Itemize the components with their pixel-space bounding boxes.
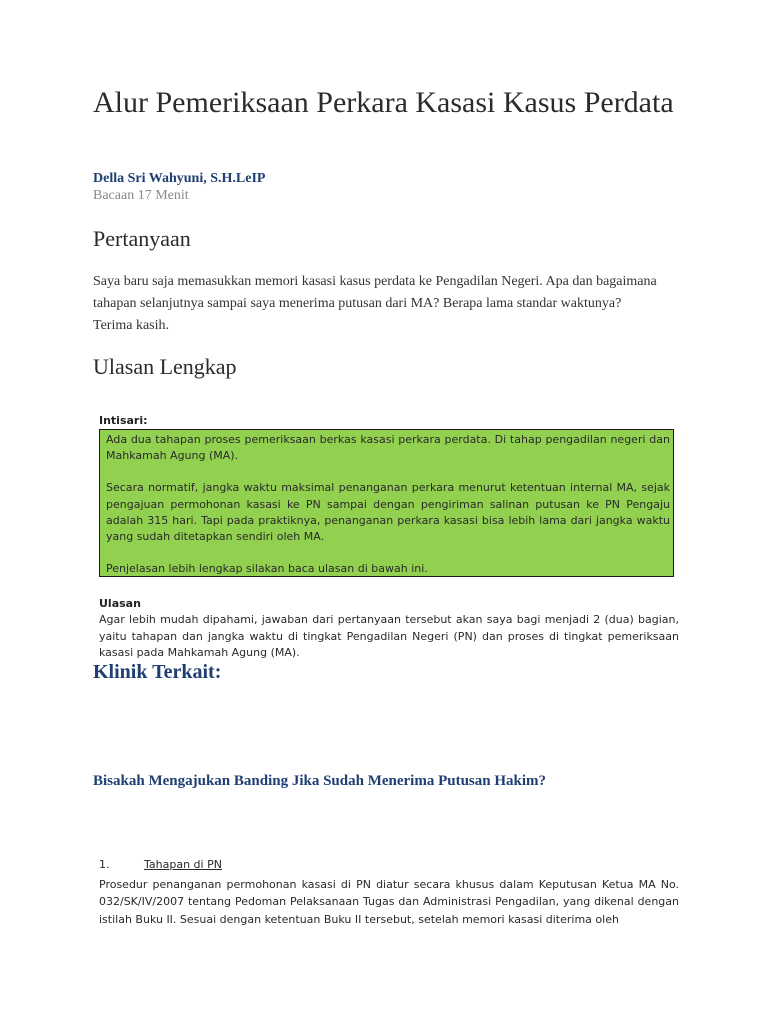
related-article-link[interactable]: Bisakah Mengajukan Banding Jika Sudah Menerima Putusan Hakim? (93, 773, 547, 789)
intisari-label: Intisari: (99, 414, 148, 427)
question-text: Saya baru saja memasukkan memori kasasi kasus perdata ke Pengadilan Negeri. Apa dan bagaimana tahapan selanjutnya sampai saya menerima putusan dari MA? Berapa lama standar waktunya? Terima kasih. (93, 274, 657, 333)
question-heading: Pertanyaan (93, 226, 191, 251)
review-heading: Ulasan Lengkap (93, 354, 237, 379)
ulasan-label: Ulasan (99, 597, 141, 610)
intisari-paragraph: Ada dua tahapan proses pemeriksaan berkas kasasi perkara perdata. Di tahap pengadilan negeri dan Mahkamah Agung (MA). (106, 433, 670, 463)
intisari-summary-box (99, 429, 674, 577)
related-heading: Klinik Terkait: (93, 661, 222, 683)
section-text: Prosedur penanganan permohonan kasasi di PN diatur secara khusus dalam Keputusan Ketua MA No. 032/SK/IV/2007 tentang Pedoman Pelaksanaan Tugas dan Administrasi Pengadilan, yang dikenal dengan istilah Buku II. Sesuai dengan ketentuan Buku II tersebut, setelah memori kasasi diterima oleh (99, 878, 679, 926)
article-title: Alur Pemeriksaan Perkara Kasasi Kasus Perdata (93, 86, 674, 119)
ulasan-text: Agar lebih mudah dipahami, jawaban dari pertanyaan tersebut akan saya bagi menjadi 2 (dua) bagian, yaitu tahapan dan jangka waktu di tingkat Pengadilan Negeri (PN) dan proses di tingkat pemeriksaan kasasi pada Mahkamah Agung (MA). (99, 613, 679, 659)
author-name[interactable]: Della Sri Wahyuni, S.H.LeIP (93, 171, 266, 186)
section-number: 1. (99, 858, 110, 871)
read-time: Bacaan 17 Menit (93, 188, 189, 203)
section-heading: Tahapan di PN (144, 858, 222, 871)
intisari-paragraph: Secara normatif, jangka waktu maksimal penanganan perkara menurut ketentuan internal MA, sejak pengajuan permohonan kasasi ke PN sampai dengan pengiriman salinan putusan ke PN Pengaju adalah 315 hari. Tapi pada praktiknya, penanganan perkara kasasi bisa lebih lama dari jangka waktu yang sudah ditetapkan sendiri oleh MA. (106, 481, 670, 544)
intisari-paragraph: Penjelasan lebih lengkap silakan baca ulasan di bawah ini. (106, 562, 428, 576)
